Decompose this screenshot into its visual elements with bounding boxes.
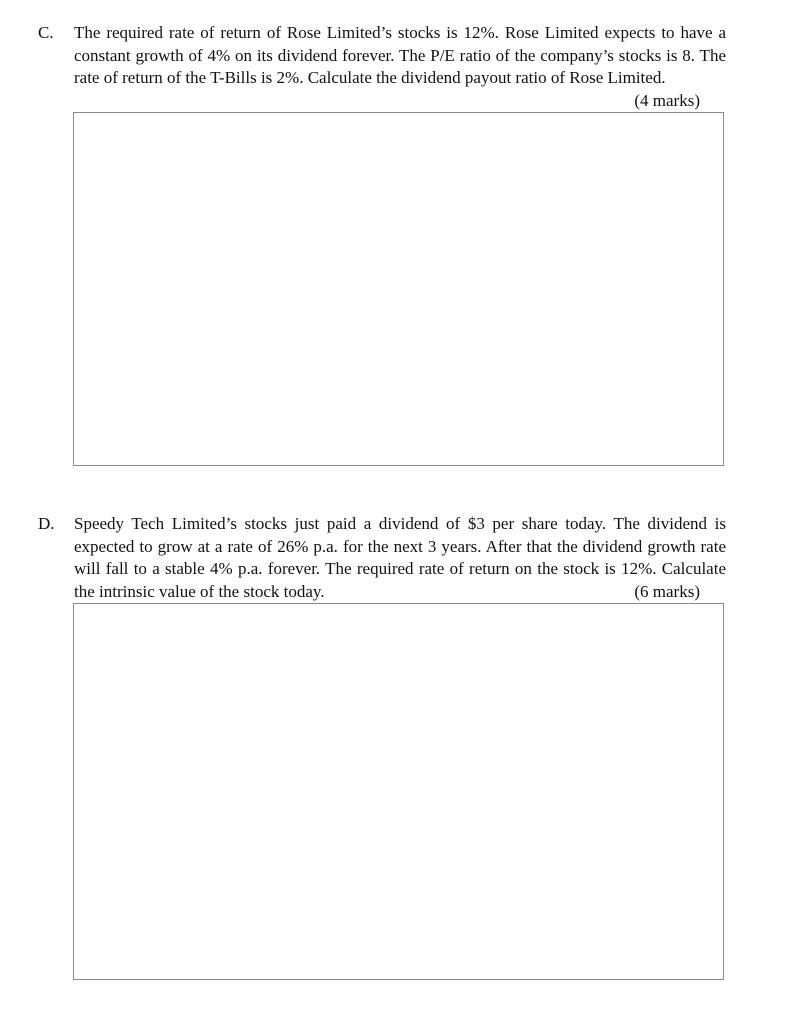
answer-box-d[interactable]	[73, 603, 724, 980]
answer-box-c[interactable]	[73, 112, 724, 466]
question-letter: D.	[38, 514, 55, 533]
question-text: Speedy Tech Limited’s stocks just paid a dividend of $3 per share today. The dividend is expected to grow at a rate of 26% p.a. for the next 3 years. After that the dividend growth rate will fall to a stable 4% p.a. forever. The required rate of return on the stock is 12%. Calculate the intrinsic value of the stock today.	[74, 514, 726, 601]
question-letter: C.	[38, 23, 54, 42]
question-marks: (4 marks)	[634, 90, 700, 110]
question-text: The required rate of return of Rose Limited’s stocks is 12%. Rose Limited expects to have a constant growth of 4% on its dividend forever. The P/E ratio of the company’s stocks is 8. The rate of return of the T-Bills is 2%. Calculate the dividend payout ratio of Rose Limited.	[74, 23, 726, 87]
question-marks: (6 marks)	[634, 581, 700, 601]
